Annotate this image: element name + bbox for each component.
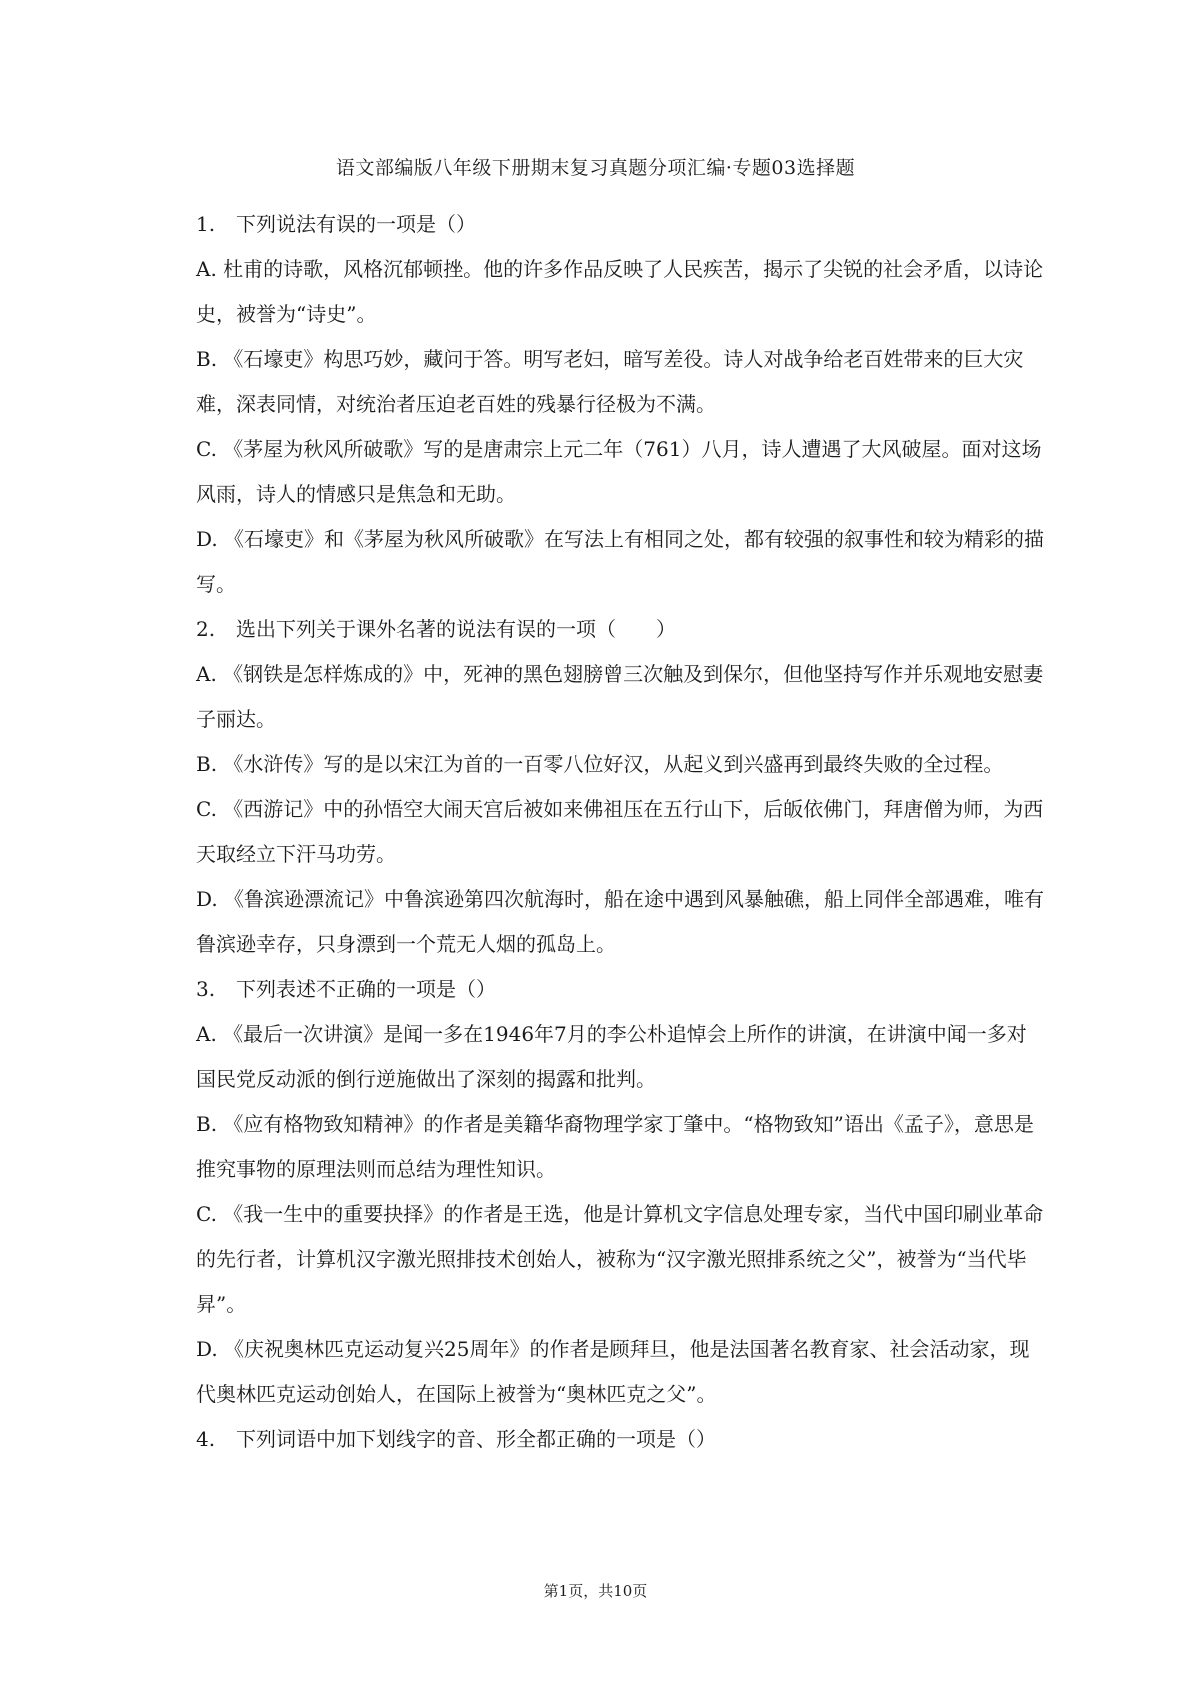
question-number: 1.	[196, 212, 216, 236]
answer-option: C. 《茅屋为秋风所破歌》写的是唐肃宗上元二年（761）八月，诗人遭遇了大风破屋。面对这场风雨，诗人的情感只是焦急和无助。	[196, 437, 1042, 506]
page-footer: 第1页，共10页	[543, 1582, 648, 1600]
question-block	[196, 1417, 1046, 1462]
question-block	[196, 607, 1046, 967]
answer-option: D. 《庆祝奥林匹克运动复兴25周年》的作者是顾拜旦，他是法国著名教育家、社会活动家，现代奥林匹克运动创始人，在国际上被誉为“奥林匹克之父”。	[196, 1337, 1030, 1406]
answer-option: C. 《西游记》中的孙悟空大闹天宫后被如来佛祖压在五行山下，后皈依佛门，拜唐僧为师，为西天取经立下汗马功劳。	[196, 797, 1044, 866]
question-stem	[196, 967, 1046, 1012]
answer-option: B. 《石壕吏》构思巧妙，藏问于答。明写老妇，暗写差役。诗人对战争给老百姓带来的巨大灾难，深表同情，对统治者压迫老百姓的残暴行径极为不满。	[196, 347, 1024, 416]
answer-option: B. 《应有格物致知精神》的作者是美籍华裔物理学家丁肇中。“格物致知”语出《孟子》，意思是推究事物的原理法则而总结为理性知识。	[196, 1112, 1034, 1181]
question-number: 4.	[196, 1427, 216, 1451]
question-text: 下列说法有误的一项是（）	[236, 212, 476, 236]
question-block	[196, 202, 1046, 607]
question-number: 2.	[196, 617, 216, 641]
document-title: 语文部编版八年级下册期末复习真题分项汇编·专题03选择题	[335, 157, 856, 179]
answer-option: A. 《最后一次讲演》是闻一多在1946年7月的李公朴追悼会上所作的讲演，在讲演中闻一多对国民党反动派的倒行逆施做出了深刻的揭露和批判。	[196, 1022, 1027, 1091]
question-stem	[196, 1417, 1046, 1462]
question-block	[196, 967, 1046, 1417]
question-text: 下列词语中加下划线字的音、形全都正确的一项是（）	[236, 1427, 716, 1451]
answer-option: D. 《鲁滨逊漂流记》中鲁滨逊第四次航海时，船在途中遇到风暴触礁，船上同伴全部遇难，唯有鲁滨逊幸存，只身漂到一个荒无人烟的孤岛上。	[196, 887, 1045, 956]
question-list	[196, 202, 1046, 1462]
question-stem	[196, 607, 1046, 652]
answer-option: A. 杜甫的诗歌，风格沉郁顿挫。他的许多作品反映了人民疾苦，揭示了尖锐的社会矛盾，以诗论史，被誉为“诗史”。	[196, 257, 1044, 326]
question-stem	[196, 202, 1046, 247]
question-number: 3.	[196, 977, 216, 1001]
answer-option: D. 《石壕吏》和《茅屋为秋风所破歌》在写法上有相同之处，都有较强的叙事性和较为精彩的描写。	[196, 527, 1045, 596]
question-text: 下列表述不正确的一项是（）	[236, 977, 496, 1001]
answer-option: A. 《钢铁是怎样炼成的》中，死神的黑色翅膀曾三次触及到保尔，但他坚持写作并乐观地安慰妻子丽达。	[196, 662, 1044, 731]
question-text: 选出下列关于课外名著的说法有误的一项（ ）	[236, 617, 676, 641]
answer-option: C. 《我一生中的重要抉择》的作者是王选，他是计算机文字信息处理专家，当代中国印刷业革命的先行者，计算机汉字激光照排技术创始人，被称为“汉字激光照排系统之父”，被誉为“当代毕昇”。	[196, 1202, 1044, 1316]
answer-option: B. 《水浒传》写的是以宋江为首的一百零八位好汉，从起义到兴盛再到最终失败的全过程。	[196, 752, 1004, 776]
